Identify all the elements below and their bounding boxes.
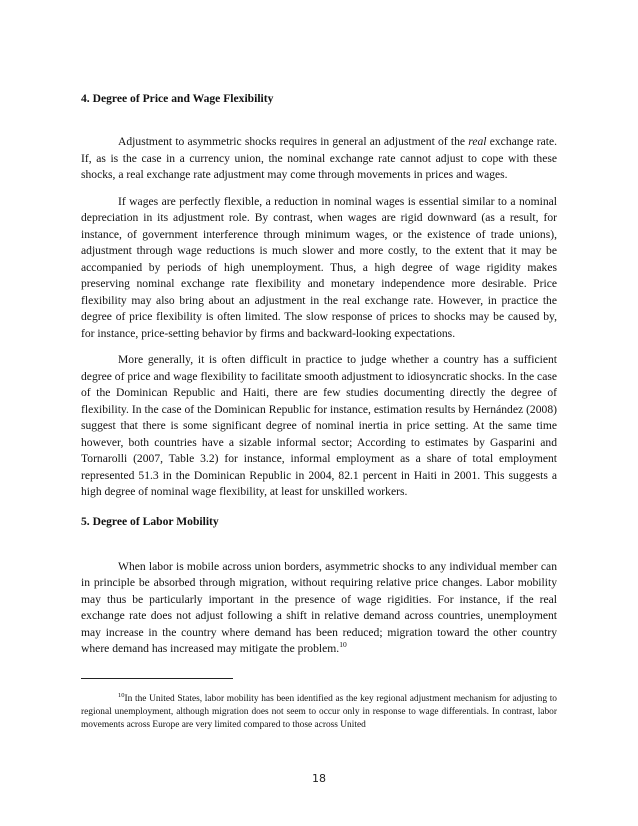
paragraph-text: When labor is mobile across union borders, asymmetric shocks to any individual member can in principle be absorbed through migration, without requiring relative price changes. Labor mobility may thus be particularly important in the presence of wage rigidities. For instance, if the real exchange rate does not adjust following a shift in relative demand across countries, unemployment may increase in the country where demand has been reduced; migration toward the other country where demand has increased may mitigate the problem. — [81, 559, 557, 655]
footnote — [81, 693, 557, 732]
paragraph-text: exchange rate. If, as is the case in a currency union, the nominal exchange rate cannot adjust to cope with these shocks, a real exchange rate adjustment may come through movements in prices and wages. — [81, 135, 557, 181]
footnote-divider — [81, 678, 233, 679]
page-number: 18 — [312, 772, 326, 785]
section-4-paragraph-1 — [81, 134, 557, 184]
paragraph-text: Adjustment to asymmetric shocks requires in general an adjustment of the — [118, 135, 469, 148]
section-4-paragraph-2: If wages are perfectly flexible, a reduction in nominal wages is essential similar to a nominal depreciation in its adjustment role. By contrast, when wages are rigid downward (as a result, for instance, of government interference through minimum wages, or the existence of trade unions), adjustment through wage reductions is much slower and more costly, to the extent that it may be accompanied by periods of high unemployment. Thus, a high degree of wage rigidity makes preserving nominal exchange rate flexibility and monetary independence more desirable. Price flexibility may also bring about an adjustment in the real exchange rate. However, in practice the degree of price flexibility is often limited. The slow response of prices to shocks may be caused by, for instance, price-setting behavior by firms and backward-looking expectations. — [81, 194, 557, 340]
section-4-paragraph-3: More generally, it is often difficult in practice to judge whether a country has a sufficient degree of price and wage flexibility to facilitate smooth adjustment to idiosyncratic shocks. In the case of the Dominican Republic and Haiti, there are few studies documenting directly the degree of flexibility. In the case of the Dominican Republic for instance, estimation results by Hernández (2008) suggest that there is some significant degree of nominal inertia in price setting. At the same time however, both countries have a sizable informal sector; According to estimates by Gasparini and Tornarolli (2007, Table 3.2) for instance, informal employment as a share of total employment represented 51.3 in the Dominican Republic in 2004, 82.1 percent in Haiti in 2001. This suggests a high degree of nominal wage flexibility, at least for unskilled workers. — [81, 353, 557, 498]
emphasized-word: real — [468, 135, 487, 148]
section-5-paragraph — [81, 559, 557, 658]
footnote-reference: 10 — [339, 640, 347, 650]
footnote-text: In the United States, labor mobility has been identified as the key regional adjustment mechanism for adjusting to regional unemployment, although migration does not seem to occur only in response to wage differentials. In contrast, labor movements across Europe are very limited compared to those across United — [81, 693, 557, 730]
section-4-heading: 4. Degree of Price and Wage Flexibility — [81, 92, 274, 105]
page-body — [81, 92, 557, 732]
section-5-heading: 5. Degree of Labor Mobility — [81, 514, 219, 528]
footnote-number: 10 — [118, 691, 125, 699]
